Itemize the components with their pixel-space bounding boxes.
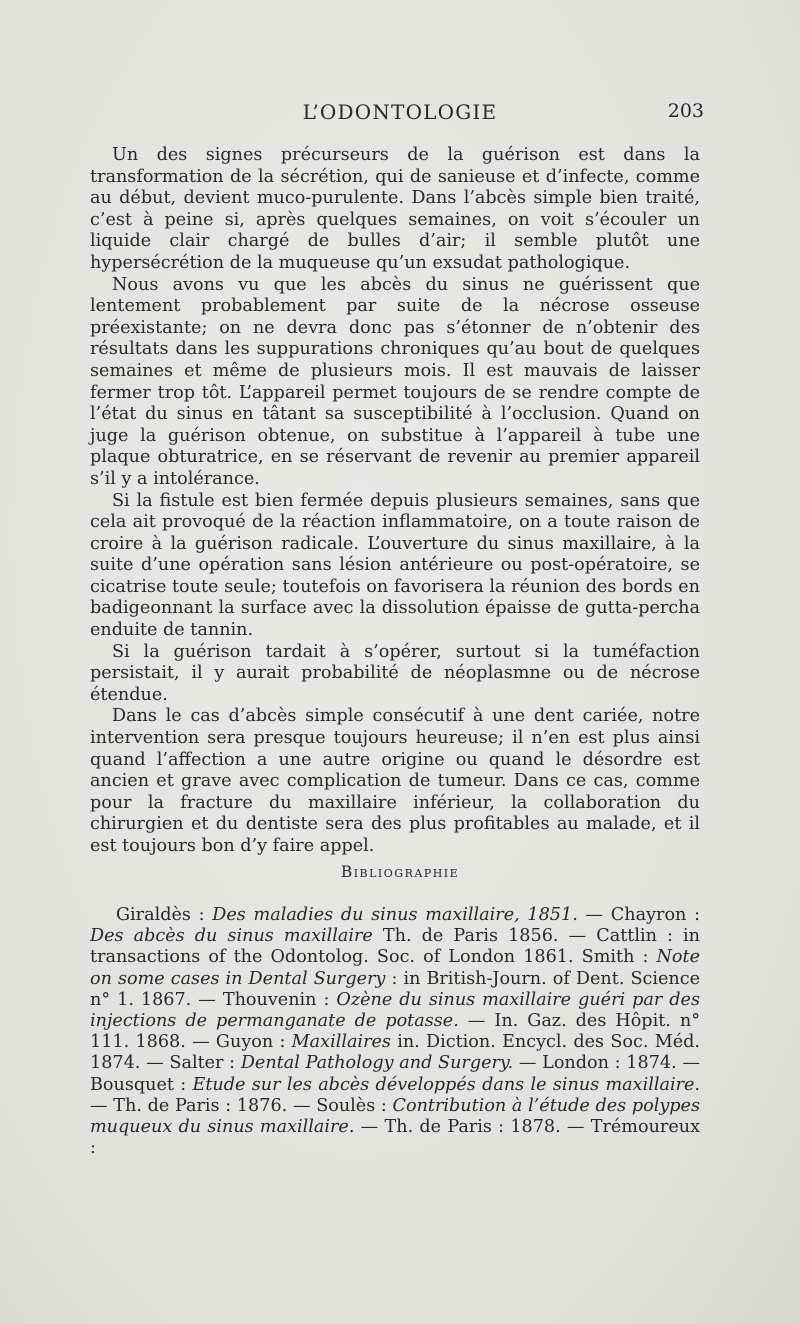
bibliography-title: Dental Pathology and Surgery. — [240, 1053, 514, 1074]
bibliography-segment: — London : 1874. — Bousquet : — [90, 1053, 700, 1095]
bibliography-segment: — Th. de Paris : 1876. — Soulès : — [90, 1095, 393, 1116]
paragraph: Un des signes précurseurs de la guérison est dans la transformation de la sécrétion, qui de sanieuse et d’infecte, comme au début, devient muco-purulente. Dans l’abcès simple bien traité, c’est à peine si, après quelques semaines, on voit s’écouler un liquide clair chargé de bulles d’air; il semble plutôt une hypersécrétion de la muqueuse qu’un exsudat pathologique. — [90, 145, 700, 273]
bibliography-text — [90, 905, 700, 1159]
body-text — [90, 145, 700, 858]
bibliography-title: Ozène du sinus maxillaire guéri par des injections de permanganate de potasse. — [90, 989, 700, 1032]
bibliography-title: Contribution à l’étude des polypes muqueux du sinus maxillaire. — [90, 1095, 700, 1138]
bibliography-segment: — Th. de Paris : 1878. — Trémoureux : — [90, 1117, 700, 1159]
bibliography-title: Etude sur les abcès développés dans le sinus maxillaire. — [192, 1074, 700, 1095]
bibliography-segment: Giraldès : — [116, 905, 213, 925]
bibliography-title: Note on some cases in Dental Surgery — [90, 947, 700, 989]
bibliography-segment: Th. de Paris 1856. — Cattlin : in transactions of the Odontolog. Soc. of London 1861. Smith : — [90, 926, 700, 968]
bibliography-title: Des abcès du sinus maxillaire — [90, 926, 373, 947]
paragraph: Si la guérison tardait à s’opérer, surtout si la tuméfaction persistait, il y aurait probabilité de néoplasmne ou de nécrose étendue. — [90, 641, 700, 705]
bibliography-segment: — In. Gaz. des Hôpit. n° 111. 1868. — Guyon : — [90, 1011, 700, 1053]
paragraph: Nous avons vu que les abcès du sinus ne guérissent que lentement probablement par suite de la nécrose osseuse préexistante; on ne devra donc pas s’étonner de n’obtenir des résultats dans les suppurations chroniques qu’au bout de quelques semaines et même de plusieurs mois. Il est mauvais de laisser fermer trop tôt. L’appareil permet toujours de se rendre compte de l’état du sinus en tâtant sa susceptibilité à l’occlusion. Quand on juge la guérison obtenue, on substitue à l’appareil à tube une plaque obturatrice, en se réservant de revenir au premier appareil s’il y a intolérance. — [90, 274, 700, 489]
running-header — [90, 100, 710, 130]
journal-title: L’ODONTOLOGIE — [302, 100, 498, 124]
bibliography-segment: in. Diction. Encycl. des Soc. Méd. 1874. — Salter : — [90, 1032, 700, 1074]
bibliography-title: Des maladies du sinus maxillaire, 1851. — [212, 905, 578, 925]
bibliography-segment: — Chayron : — [577, 905, 700, 925]
paragraph: Si la fistule est bien fermée depuis plusieurs semaines, sans que cela ait provoqué de la réaction inflammatoire, on a toute raison de croire à la guérison radicale. L’ouverture du sinus maxillaire, à la suite d’une opération sans lésion antérieure ou post-opératoire, se cicatrise toute seule; toutefois on favorisera la réunion des bords en badigeonnant la surface avec la dissolution épaisse de gutta-percha enduite de tannin. — [90, 490, 700, 641]
bibliography-segment: : in British-Journ. of Dent. Science n° 1. 1867. — Thouvenin : — [90, 968, 700, 1010]
bibliography-title: Maxillaires — [291, 1032, 391, 1053]
page-number: 203 — [667, 100, 704, 122]
paragraph: Dans le cas d’abcès simple consécutif à une dent cariée, notre intervention sera presque toujours heureuse; il n’en est plus ainsi quand l’affection a une autre origine ou quand le désordre est ancien et grave avec complication de tumeur. Dans ce cas, comme pour la fracture du maxillaire inférieur, la collaboration du chirurgien et du dentiste sera des plus profitables au malade, et il est toujours bon d’y faire appel. — [90, 706, 700, 856]
bibliography-heading: Bibliographie — [340, 863, 460, 881]
